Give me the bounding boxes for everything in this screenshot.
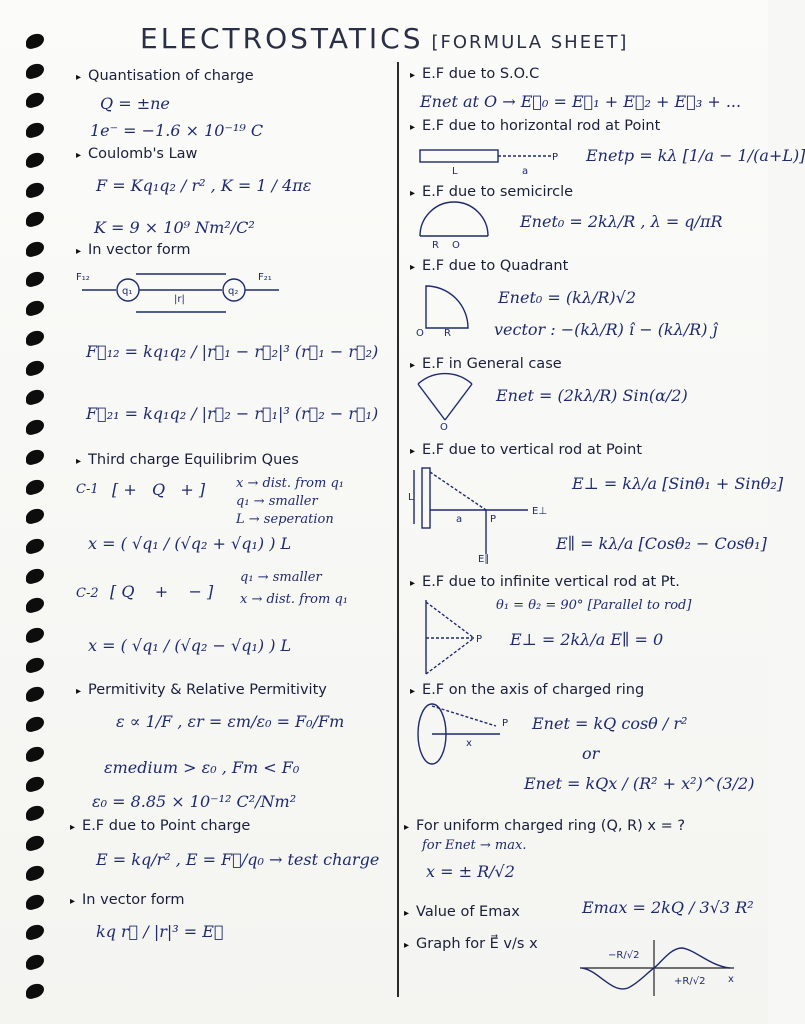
title-sub: [FORMULA SHEET]: [431, 32, 629, 53]
horizontal-rod-diagram: [418, 146, 558, 180]
binding-hole: [26, 240, 44, 258]
heading-third-charge: ▸ Third charge Equilibrim Ques: [76, 452, 299, 468]
binding-hole: [26, 180, 44, 198]
binding-hole: [26, 952, 44, 970]
formula-case1: x = ( √q₁ / (√q₂ + √q₁) ) L: [88, 534, 292, 553]
binding-hole: [26, 418, 44, 436]
semicircle-diagram: [414, 200, 494, 250]
binding-hole: [26, 685, 44, 703]
case2-label: C-2: [76, 586, 99, 601]
heading-coulomb: ▸ Coulomb's Law: [76, 146, 197, 162]
binding-hole: [26, 834, 44, 852]
formula-soc: Enet at O → E⃗₀ = E⃗₁ + E⃗₂ + E⃗₃ + ...: [420, 92, 742, 111]
graph-label-pos: +R/√2: [674, 976, 706, 987]
binding-hole: [26, 61, 44, 79]
formula-permitivity: ε ∝ 1/F , εr = εm/ε₀ = F₀/Fm: [116, 712, 345, 731]
charged-ring-diagram: [410, 700, 514, 766]
column-divider: [397, 62, 399, 997]
formula-ring-2: Enet = kQx / (R² + x²)^(3/2): [524, 774, 755, 793]
title-main: ELECTROSTATICS: [140, 22, 424, 55]
label-q2: q₂: [228, 286, 239, 297]
formula-quadrant-vector: vector : −(kλ/R) î − (kλ/R) ĵ: [494, 320, 718, 339]
binding-hole: [26, 893, 44, 911]
formula-vertical-rod-perp: E⊥ = kλ/a [Sinθ₁ + Sinθ₂]: [572, 474, 784, 493]
binding-hole: [26, 774, 44, 792]
uniform-ring-sub: for Enet → max.: [422, 838, 527, 853]
heading-horizontal-rod: ▸ E.F due to horizontal rod at Point: [410, 118, 660, 134]
formula-medium: εmedium > ε₀ , Fm < F₀: [104, 758, 300, 777]
label-rod-L: L: [452, 166, 458, 177]
formula-general-case: Enet = (2kλ/R) Sin(α/2): [496, 386, 688, 405]
binding-hole: [26, 626, 44, 644]
binding-hole: [26, 32, 44, 50]
binding-hole: [26, 91, 44, 109]
label-vrod-a: a: [456, 514, 463, 525]
label-rod-P: P: [552, 152, 559, 163]
binding-hole: [26, 358, 44, 376]
infinite-rod-condition: θ₁ = θ₂ = 90° [Parallel to rod]: [496, 598, 692, 613]
label-ring-P: P: [502, 718, 509, 729]
infinite-rod-diagram: [416, 598, 486, 676]
formula-vertical-rod-par: E∥ = kλ/a [Cosθ₂ − Cosθ₁]: [556, 534, 767, 553]
binding-hole: [26, 863, 44, 881]
binding-hole: [26, 388, 44, 406]
heading-ef-point-charge: ▸ E.F due to Point charge: [70, 818, 250, 834]
binding-hole: [26, 269, 44, 287]
page-title: [140, 22, 628, 55]
binding-hole: [26, 210, 44, 228]
label-vrod-P: P: [490, 514, 497, 525]
heading-quantisation: ▸ Quantisation of charge: [76, 68, 254, 84]
spiral-binding: [26, 34, 48, 1014]
binding-hole: [26, 299, 44, 317]
label-semi-R: R: [432, 240, 439, 251]
case1-note-2: q₁ → smaller: [236, 494, 318, 509]
binding-hole: [26, 329, 44, 347]
heading-vector-form-2: ▸ In vector form: [70, 892, 185, 908]
binding-hole: [26, 537, 44, 555]
case2-note-1: q₁ → smaller: [240, 570, 322, 585]
case2-charges: [ Q + − ]: [110, 582, 214, 601]
heading-infinite-rod: ▸ E.F due to infinite vertical rod at Pt.: [410, 574, 680, 590]
binding-hole: [26, 566, 44, 584]
case1-charges: [ + Q + ]: [112, 480, 206, 499]
heading-permitivity: ▸ Permitivity & Relative Permitivity: [76, 682, 327, 698]
formula-infinite-rod: E⊥ = 2kλ/a E∥ = 0: [510, 630, 664, 649]
case1-label: C-1: [76, 482, 99, 497]
binding-hole: [26, 151, 44, 169]
case1-note-1: x → dist. from q₁: [236, 476, 344, 491]
ring-or: or: [582, 744, 600, 763]
heading-semicircle: ▸ E.F due to semicircle: [410, 184, 573, 200]
heading-emax: ▸ Value of Emax: [404, 904, 520, 920]
binding-hole: [26, 982, 44, 1000]
heading-vector-form: ▸ In vector form: [76, 242, 191, 258]
formula-semicircle: Enet₀ = 2kλ/R , λ = q/πR: [520, 212, 723, 231]
formula-vector-ef: kq r⃗ / |r|³ = E⃗: [96, 922, 224, 941]
formula-emax: Emax = 2kQ / 3√3 R²: [582, 898, 754, 917]
label-quad-R: R: [444, 328, 451, 339]
two-charge-diagram: [74, 262, 294, 330]
heading-vertical-rod: ▸ E.F due to vertical rod at Point: [410, 442, 642, 458]
binding-hole: [26, 715, 44, 733]
label-arc-O: O: [440, 422, 448, 433]
formula-f12: F⃗₁₂ = kq₁q₂ / |r⃗₁ − r⃗₂|³ (r⃗₁ − r⃗₂): [86, 342, 379, 361]
label-F21: F₂₁: [258, 272, 272, 283]
formula-quantisation: Q = ±ne: [100, 94, 170, 113]
formula-uniform-ring: x = ± R/√2: [426, 862, 515, 881]
label-q1: q₁: [122, 286, 133, 297]
graph-label-neg: −R/√2: [608, 950, 640, 961]
binding-hole: [26, 655, 44, 673]
label-vrod-Epar: E∥: [478, 554, 490, 565]
heading-general-case: ▸ E.F in General case: [410, 356, 562, 372]
formula-ef-point: E = kq/r² , E = F⃗/q₀ → test charge: [96, 850, 380, 869]
label-r: |r|: [174, 294, 185, 305]
binding-hole: [26, 804, 44, 822]
vertical-rod-diagram: [408, 464, 558, 564]
arc-diagram: [414, 374, 476, 432]
heading-charged-ring: ▸ E.F on the axis of charged ring: [410, 682, 644, 698]
graph-label-x: x: [728, 974, 734, 985]
label-F12: F₁₂: [76, 272, 90, 283]
case2-note-2: x → dist. from q₁: [240, 592, 348, 607]
formula-epsilon0: ε₀ = 8.85 × 10⁻¹² C²/Nm²: [92, 792, 297, 811]
quadrant-diagram: [414, 280, 480, 338]
binding-hole: [26, 121, 44, 139]
binding-hole: [26, 745, 44, 763]
binding-hole: [26, 507, 44, 525]
binding-hole: [26, 477, 44, 495]
formula-horizontal-rod: Enetp = kλ [1/a − 1/(a+L)]: [586, 146, 805, 165]
formula-k-value: K = 9 × 10⁹ Nm²/C²: [94, 218, 255, 237]
label-inf-P: P: [476, 634, 483, 645]
binding-hole: [26, 923, 44, 941]
heading-quadrant: ▸ E.F due to Quadrant: [410, 258, 568, 274]
binding-hole: [26, 448, 44, 466]
heading-uniform-ring: ▸ For uniform charged ring (Q, R) x = ?: [404, 818, 685, 834]
binding-hole: [26, 596, 44, 614]
formula-case2: x = ( √q₁ / (√q₂ − √q₁) ) L: [88, 636, 292, 655]
e-vs-x-graph: [578, 938, 738, 998]
label-rod-a: a: [522, 166, 529, 177]
label-vrod-Eperp: E⊥: [532, 506, 548, 517]
heading-graph: ▸ Graph for E⃗ v/s x: [404, 936, 538, 952]
formula-ring-1: Enet = kQ cosθ / r²: [532, 714, 688, 733]
formula-quadrant: Enet₀ = (kλ/R)√2: [498, 288, 637, 307]
formula-electron-charge: 1e⁻ = −1.6 × 10⁻¹⁹ C: [90, 121, 264, 140]
formula-f21: F⃗₂₁ = kq₁q₂ / |r⃗₂ − r⃗₁|³ (r⃗₂ − r⃗₁): [86, 404, 379, 423]
case1-note-3: L → seperation: [236, 512, 334, 527]
label-quad-O: O: [416, 328, 424, 339]
label-vrod-L: L: [408, 492, 414, 503]
formula-coulomb: F = Kq₁q₂ / r² , K = 1 / 4πε: [96, 176, 312, 195]
label-semi-O: O: [452, 240, 460, 251]
heading-soc: ▸ E.F due to S.O.C: [410, 66, 539, 82]
label-ring-x: x: [466, 738, 472, 749]
